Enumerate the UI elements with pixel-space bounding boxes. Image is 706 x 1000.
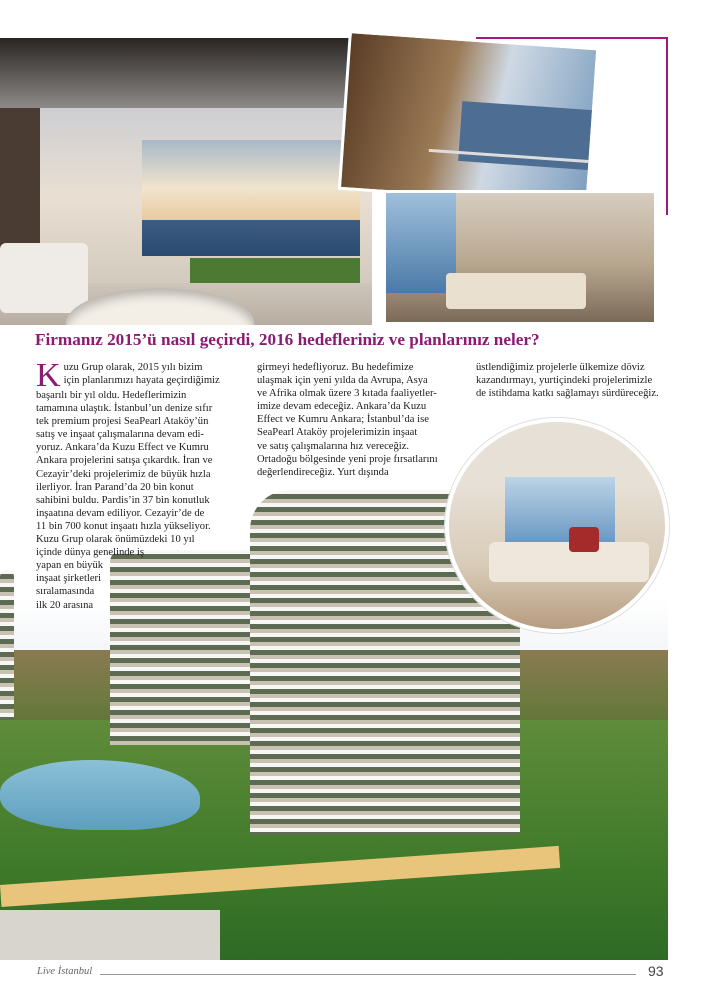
text-line: Ankara projelerini satışa çıkardık. İran ve [36,455,213,467]
page-number: 93 [648,963,664,979]
text-line: tek premium projesi SeaPearl Ataköy’ün [36,416,209,428]
text-line: 11 bin 700 konut inşaatı hızla yükseliyor. [36,520,211,532]
text-line: uzu Grup olarak, 2015 yılı bizim [63,362,203,373]
living-room-photo [0,38,372,325]
text-line: ilk 20 arasına [36,599,94,611]
drop-cap: K [36,357,61,394]
text-column-1 [36,357,246,612]
article-heading: Firmanız 2015’ü nasıl geçirdi, 2016 hedefleriniz ve planlarınız neler? [35,330,540,349]
text-line: ve satış çalışmalarına hız vereceğiz. [257,440,410,452]
text-line: girmeyi hedefliyoruz. Bu hedefimize [257,362,414,373]
text-line: içinde dünya genelinde iş [36,547,144,559]
text-line: inşaatına devam ediliyor. Cezayir’de de [36,507,205,519]
text-line: yapan en büyük [36,560,104,572]
text-line: Kuzu Grup olarak önümüzdeki 10 yıl [36,534,195,546]
accent-line-horizontal [476,37,668,39]
text-line: kazandırmayı, yurtiçindeki projelerimizle [476,375,653,387]
footer-rule [100,974,636,975]
text-line: sıralamasında [36,586,95,598]
text-column-2 [257,361,447,479]
text-line: değerlendireceğiz. Yurt dışında [257,466,389,478]
text-line: imize devam edeceğiz. Ankara’da Kuzu [257,401,427,413]
text-line: Ortadoğu bölgesinde yeni proje fırsatlarını [257,453,438,465]
text-line: yoruz. Ankara’da Kuzu Effect ve Kumru [36,442,209,454]
text-line: Effect ve Kumru Ankara; İstanbul’da ise [257,414,429,426]
text-line: inşaat şirketleri [36,573,102,585]
text-line: ulaşmak için yeni yılda da Avrupa, Asya [257,375,428,387]
circular-interior-photo [445,418,669,633]
accent-line-vertical [666,37,668,215]
text-line: satış ve inşaat çalışmalarına devam edi- [36,429,204,441]
text-line: Cezayir’deki projelerimiz de büyük hızla [36,468,211,480]
lounge-interior-photo [383,190,657,325]
text-line: tamamına ulaştık. İstanbul’un denize sıfır [36,403,213,415]
text-line: SeaPearl Ataköy projelerimizin inşaat [257,427,418,439]
text-line: de istihdama katkı sağlamayı sürdüreceğiz. [476,388,659,400]
balcony-interior-photo [338,30,600,207]
text-column-3 [476,361,676,400]
text-line: üstlendiğimiz projelerle ülkemize döviz [476,362,645,373]
text-line: başarılı bir yıl oldu. Hedeflerimizin [36,390,187,401]
text-line: sahibini buldu. Pardis’in 37 bin konutluk [36,494,210,506]
magazine-name: Live İstanbul [37,966,93,977]
text-line: ve Afrika olmak üzere 3 kıtada faaliyetler- [257,388,437,400]
text-line: için planlarımızı hayata geçirdiğimiz [63,375,220,387]
text-line: ilerliyor. İran Parand’da 20 bin konut [36,481,194,493]
